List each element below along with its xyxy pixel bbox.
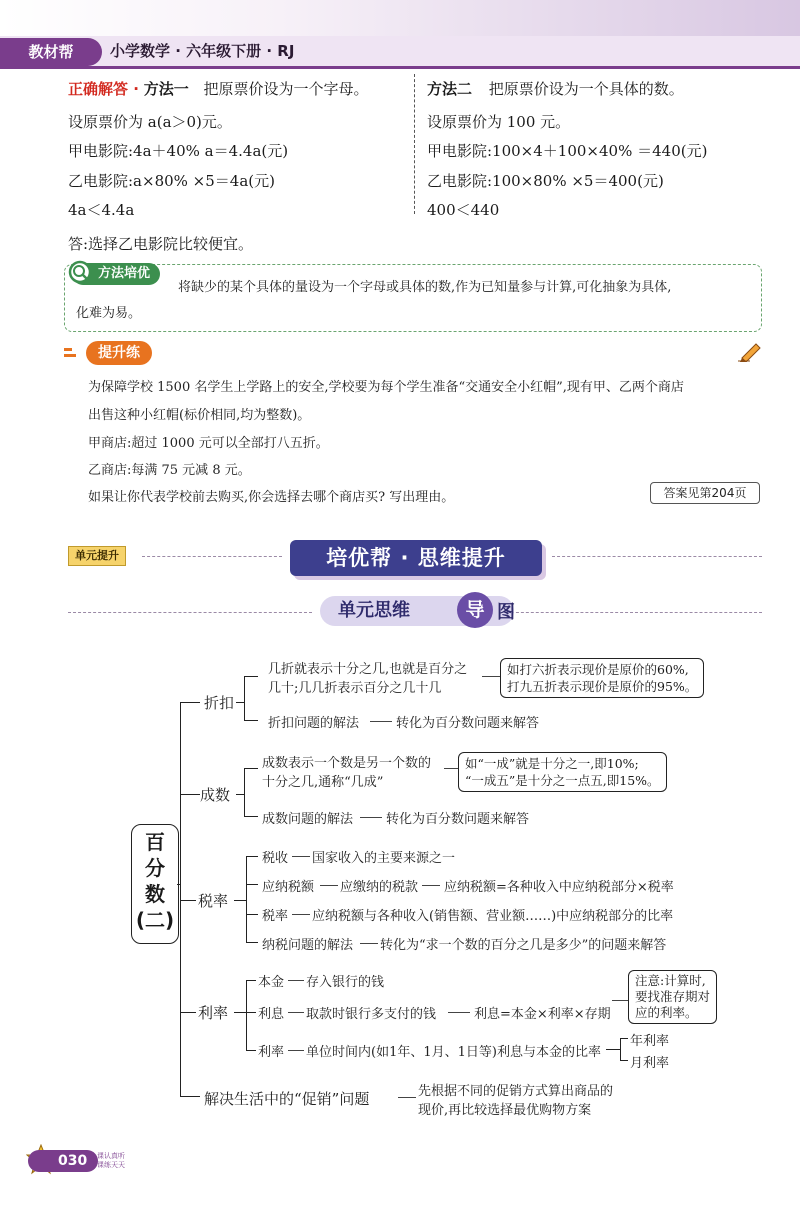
- center-char: 分: [145, 856, 165, 880]
- center-char: 百: [145, 830, 165, 854]
- discount-connector: [236, 702, 244, 703]
- interest-connector: [234, 1012, 246, 1013]
- dash-link: [288, 980, 304, 981]
- interest-item-desc: 存入银行的钱: [306, 975, 385, 990]
- node-discount: 折扣: [204, 694, 235, 712]
- discount-line: [244, 720, 258, 721]
- tax-item-desc: 转化为“求一个数的百分之几是多少”的问题来解答: [380, 938, 667, 953]
- slogan-line: 下课练天天: [90, 1161, 125, 1169]
- magnifier-icon: [68, 260, 94, 286]
- rate-line: [620, 1038, 628, 1039]
- chengshu-method: 成数问题的解法: [262, 812, 354, 827]
- branch-interest-line: [180, 1012, 196, 1013]
- dash-link: [448, 1012, 470, 1013]
- method2-desc: 把原票价设为一个具体的数。: [488, 80, 684, 98]
- discount-branch: [244, 676, 245, 720]
- brand-tag: 教材帮: [0, 38, 102, 66]
- tax-item: 应纳税额: [262, 880, 315, 895]
- interest-note: [628, 970, 717, 1024]
- final-answer: 答:选择乙电影院比较便宜。: [68, 235, 254, 253]
- tax-item-desc: 应缴纳的税款: [340, 880, 419, 895]
- practice-tag: 提升练: [86, 341, 152, 365]
- discount-method-desc: 转化为百分数问题来解答: [396, 716, 540, 731]
- method2-title: 方法二: [427, 80, 473, 98]
- node-promo: 解决生活中的“促销”问题: [204, 1090, 370, 1108]
- tax-item: 税率: [262, 909, 289, 924]
- dash-link: [292, 914, 310, 915]
- tax-item: 纳税问题的解法: [262, 938, 354, 953]
- interest-item-desc: 单位时间内(如1年、1月、1日等)利息与本金的比率: [306, 1045, 601, 1060]
- discount-note-link: [482, 676, 500, 677]
- subbanner-dash-right: [506, 612, 762, 613]
- book-title: 小学数学 · 六年级下册 · RJ: [110, 42, 295, 60]
- trunk-line: [180, 702, 181, 1096]
- method1-desc: 把原票价设为一个字母。: [203, 80, 369, 98]
- interest-line: [246, 980, 256, 981]
- chengshu-branch: [244, 768, 245, 816]
- practice-line: 甲商店:超过 1000 元可以全部打八五折。: [88, 436, 329, 451]
- tax-line: [246, 884, 258, 885]
- footer-slogan: [90, 1152, 125, 1170]
- discount-def: 几折就表示十分之几,也就是百分之: [268, 662, 468, 677]
- note-line: 注意:计算时,: [635, 973, 706, 988]
- dash-link: [422, 885, 440, 886]
- node-tax: 税率: [198, 892, 229, 910]
- interest-branch: [246, 980, 247, 1050]
- method1-line: 设原票价为 a(a＞0)元。: [68, 113, 232, 131]
- dash-link: [360, 943, 378, 944]
- chengshu-line: [244, 768, 258, 769]
- chengshu-connector: [236, 794, 244, 795]
- method-divider: [414, 74, 416, 214]
- trunk-connector: [177, 884, 181, 885]
- subbanner-end: 图: [497, 602, 515, 623]
- note-line: 要找准存期对: [635, 989, 711, 1004]
- note-line: 应的利率。: [635, 1005, 698, 1020]
- banner-dash-left: [142, 556, 282, 557]
- method1-line: 甲电影院:4a＋40% a＝4.4a(元): [68, 142, 289, 160]
- dash-link: [370, 721, 392, 722]
- discount-note: [500, 658, 704, 698]
- rate-month: 月利率: [630, 1056, 670, 1071]
- practice-deco-icon: [64, 346, 78, 360]
- chengshu-def: 十分之几,通称“几成”: [262, 775, 384, 790]
- note-line: 如“一成”就是十分之一,即10%;: [465, 756, 639, 771]
- discount-line: [244, 676, 258, 677]
- method1-line: 乙电影院:a×80% ×5＝4a(元): [68, 172, 275, 190]
- method2-line: 乙电影院:100×80% ×5＝400(元): [427, 172, 664, 190]
- answer-reference: 答案见第204页: [650, 482, 760, 504]
- note-line: 如打六折表示现价是原价的60%,: [507, 662, 689, 677]
- method2-line: 设原票价为 100 元。: [427, 113, 571, 131]
- interest-line: [246, 1050, 256, 1051]
- mindmap-center: [131, 824, 179, 944]
- tax-connector: [234, 900, 246, 901]
- node-chengshu: 成数: [200, 786, 231, 804]
- method-tip-line: 将缺少的某个具体的量设为一个字母或具体的数,作为已知量参与计算,可化抽象为具体,: [178, 280, 672, 295]
- method-tip-line: 化难为易。: [76, 306, 142, 321]
- note-line: 打九五折表示现价是原价的95%。: [507, 679, 698, 694]
- dash-link: [398, 1097, 416, 1098]
- chengshu-def: 成数表示一个数是另一个数的: [262, 756, 432, 771]
- tax-item: 税收: [262, 851, 289, 866]
- interest-item-desc: 取款时银行多支付的钱: [306, 1007, 437, 1022]
- center-char: 数: [145, 882, 165, 906]
- subbanner-dash-left: [68, 612, 312, 613]
- promo-desc: 先根据不同的促销方式算出商品的: [418, 1084, 614, 1099]
- interest-item: 本金: [258, 975, 285, 990]
- interest-item-formula: 利息=本金×利率×存期: [474, 1007, 611, 1022]
- method1-line: 4a＜4.4a: [68, 201, 135, 219]
- tax-item-desc: 应纳税额与各种收入(销售额、营业额……)中应纳税部分的比率: [312, 909, 674, 924]
- node-interest: 利率: [198, 1004, 229, 1022]
- center-char: (二): [135, 908, 175, 932]
- branch-promo-line: [180, 1096, 200, 1097]
- chengshu-method-desc: 转化为百分数问题来解答: [386, 812, 530, 827]
- rate-bracket-link: [606, 1049, 620, 1050]
- method1-title: 方法一: [143, 80, 189, 98]
- interest-item: 利息: [258, 1007, 285, 1022]
- page-number: 030: [28, 1150, 98, 1172]
- rate-bracket: [620, 1038, 621, 1060]
- dash-link: [288, 1012, 304, 1013]
- tax-line: [246, 942, 258, 943]
- method2-heading: [427, 78, 684, 99]
- tax-item-formula: 应纳税额=各种收入中应纳税部分×税率: [444, 880, 674, 895]
- pencil-icon: [738, 342, 762, 362]
- discount-method: 折扣问题的解法: [268, 716, 360, 731]
- method2-line: 甲电影院:100×4＋100×40% ＝440(元): [427, 142, 708, 160]
- tax-line: [246, 914, 258, 915]
- chengshu-note-link: [444, 768, 458, 769]
- tax-line: [246, 856, 258, 857]
- branch-chengshu-line: [180, 794, 200, 795]
- slogan-line: 上课认真听: [90, 1152, 125, 1160]
- unit-tag: 单元提升: [68, 546, 126, 566]
- branch-discount-line: [180, 702, 200, 703]
- practice-line: 乙商店:每满 75 元减 8 元。: [88, 463, 251, 478]
- correct-answer-label: 正确解答 ·: [68, 80, 139, 98]
- rate-year: 年利率: [630, 1034, 670, 1049]
- practice-line: 出售这种小红帽(标价相同,均为整数)。: [88, 408, 311, 423]
- rate-line: [620, 1060, 628, 1061]
- tax-item-desc: 国家收入的主要来源之一: [312, 851, 456, 866]
- dash-link: [320, 885, 338, 886]
- tax-branch: [246, 856, 247, 942]
- promo-desc: 现价,再比较选择最优购物方案: [418, 1103, 592, 1118]
- method-tip-tag: 方法培优: [72, 263, 160, 285]
- interest-line: [246, 1012, 256, 1013]
- banner-title: 培优帮 · 思维提升: [290, 540, 542, 576]
- interest-item: 利率: [258, 1045, 285, 1060]
- interest-note-link: [612, 1000, 628, 1001]
- subbanner-circle: 导: [457, 592, 493, 628]
- note-line: “一成五”是十分之一点五,即15%。: [465, 773, 660, 788]
- chengshu-note: [458, 752, 667, 792]
- practice-line: 如果让你代表学校前去购买,你会选择去哪个商店买? 写出理由。: [88, 490, 455, 505]
- method1-heading: [68, 78, 369, 99]
- method2-line: 400＜440: [427, 201, 500, 219]
- practice-line: 为保障学校 1500 名学生上学路上的安全,学校要为每个学生准备“交通安全小红帽”,现有甲、乙两个商店: [88, 380, 684, 395]
- method-tip-box: [64, 264, 762, 332]
- dash-link: [360, 817, 382, 818]
- banner-dash-right: [552, 556, 762, 557]
- branch-tax-line: [180, 900, 196, 901]
- discount-def: 几十;几几折表示百分之几十几: [268, 681, 442, 696]
- dash-link: [288, 1050, 304, 1051]
- chengshu-line: [244, 816, 258, 817]
- subbanner-text: 单元思维: [338, 600, 410, 621]
- dash-link: [292, 856, 310, 857]
